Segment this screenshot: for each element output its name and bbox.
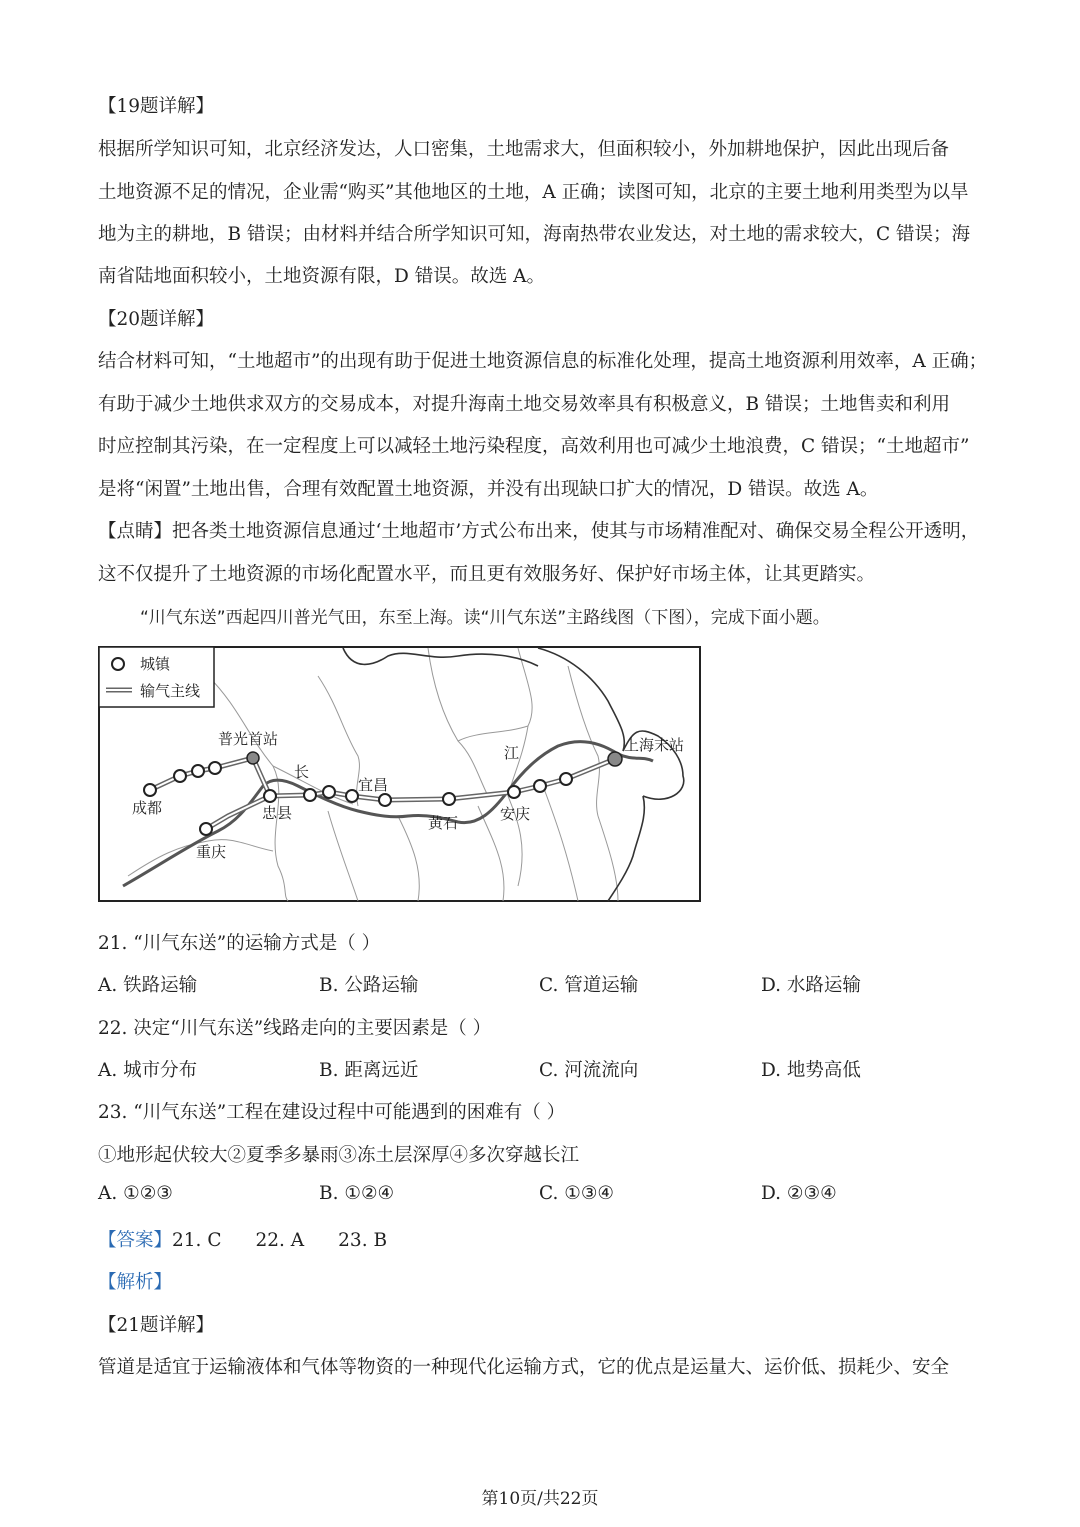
label-chang: 长 — [294, 763, 310, 781]
label-yichang: 宜昌 — [358, 776, 389, 794]
q23-stem: 23. “川气东送”工程在建设过程中可能遇到的困难有（ ） — [98, 1102, 566, 1123]
dianjing-line-1: 【点睛】把各类土地资源信息通过‘土地超市’方式公布出来，使其与市场精准配对、确保交易全程公开透明， — [98, 521, 980, 542]
q23-option-b: B. ①②④ — [319, 1183, 395, 1204]
q22-option-c: C. 河流流向 — [539, 1060, 639, 1081]
q23-option-a: A. ①②③ — [98, 1183, 173, 1204]
q23-option-d: D. ②③④ — [761, 1183, 837, 1204]
label-huangshi: 黄石 — [428, 814, 459, 832]
q19-line-4: 南省陆地面积较小，土地资源有限，D 错误。故选 A。 — [98, 266, 545, 287]
answer-23: 23. B — [338, 1230, 388, 1251]
label-anqing: 安庆 — [500, 805, 531, 823]
q20-line-1: 结合材料可知，“土地超市”的出现有助于促进土地资源信息的标准化处理，提高土地资源利用效率，A 正确； — [98, 351, 988, 372]
q20-line-4: 是将“闲置”土地出售，合理有效配置土地资源，并没有出现缺口扩大的情况，D 错误。故选 A。 — [98, 479, 879, 500]
page-footer: 第10页/共22页 — [481, 1489, 599, 1509]
q20-line-2: 有助于减少土地供求双方的交易成本，对提升海南土地交易效率具有积极意义，B 错误；土地售卖和利用 — [98, 394, 950, 415]
label-shanghai: 上海末站 — [624, 736, 685, 754]
intro-text: “川气东送”西起四川普光气田，东至上海。读“川气东送”主路线图（下图），完成下面小题。 — [140, 608, 830, 628]
q20-line-3: 时应控制其污染，在一定程度上可以减轻土地污染程度，高效利用也可减少土地浪费，C 错误；“土地超市” — [98, 436, 970, 457]
legend-town-label: 城镇 — [140, 655, 171, 673]
q21-stem: 21. “川气东送”的运输方式是（ ） — [98, 933, 381, 954]
q23-option-c: C. ①③④ — [539, 1183, 615, 1204]
label-jiang: 江 — [504, 744, 520, 762]
q22-option-b: B. 距离远近 — [319, 1060, 419, 1081]
label-chongqing: 重庆 — [196, 843, 227, 861]
label-zhongxian: 忠县 — [262, 804, 293, 822]
answer-label: 【答案】 — [98, 1230, 173, 1251]
q21-option-a: A. 铁路运输 — [98, 975, 198, 996]
answer-21: 21. C — [172, 1230, 222, 1251]
analysis-label: 【解析】 — [98, 1272, 173, 1293]
label-puguang: 普光首站 — [218, 730, 279, 748]
answer-line — [98, 1226, 387, 1252]
q20-heading: 【20题详解】 — [98, 309, 215, 330]
q19-line-2: 土地资源不足的情况，企业需“购买”其他地区的土地，A 正确；读图可知，北京的主要土地利用类型为以旱 — [98, 182, 969, 203]
q21-detail-heading: 【21题详解】 — [98, 1315, 215, 1336]
dianjing-line-2: 这不仅提升了土地资源的市场化配置水平，而且更有效服务好、保护好市场主体，让其更踏实。 — [98, 564, 876, 585]
label-chengdu: 成都 — [132, 799, 163, 817]
q19-heading: 【19题详解】 — [98, 96, 215, 117]
q22-option-d: D. 地势高低 — [761, 1060, 861, 1081]
q21-option-b: B. 公路运输 — [319, 975, 419, 996]
legend-line-label: 输气主线 — [140, 682, 201, 700]
q19-line-1: 根据所学知识可知，北京经济发达，人口密集，土地需求大，但面积较小，外加耕地保护，因此出现后备 — [98, 139, 950, 160]
q21-option-d: D. 水路运输 — [761, 975, 861, 996]
q22-option-a: A. 城市分布 — [98, 1060, 198, 1081]
q19-line-3: 地为主的耕地，B 错误；由材料并结合所学知识可知，海南热带农业发达，对土地的需求较大，C 错误；海 — [98, 224, 971, 245]
pipeline-map — [98, 646, 701, 902]
q21-detail-line: 管道是适宜于运输液体和气体等物资的一种现代化运输方式，它的优点是运量大、运价低、损耗少、安全 — [98, 1357, 950, 1378]
answer-22: 22. A — [255, 1230, 305, 1251]
q22-stem: 22. 决定“川气东送”线路走向的主要因素是（ ） — [98, 1018, 492, 1039]
q23-sub: ①地形起伏较大②夏季多暴雨③冻土层深厚④多次穿越长江 — [98, 1145, 580, 1166]
q21-option-c: C. 管道运输 — [539, 975, 639, 996]
